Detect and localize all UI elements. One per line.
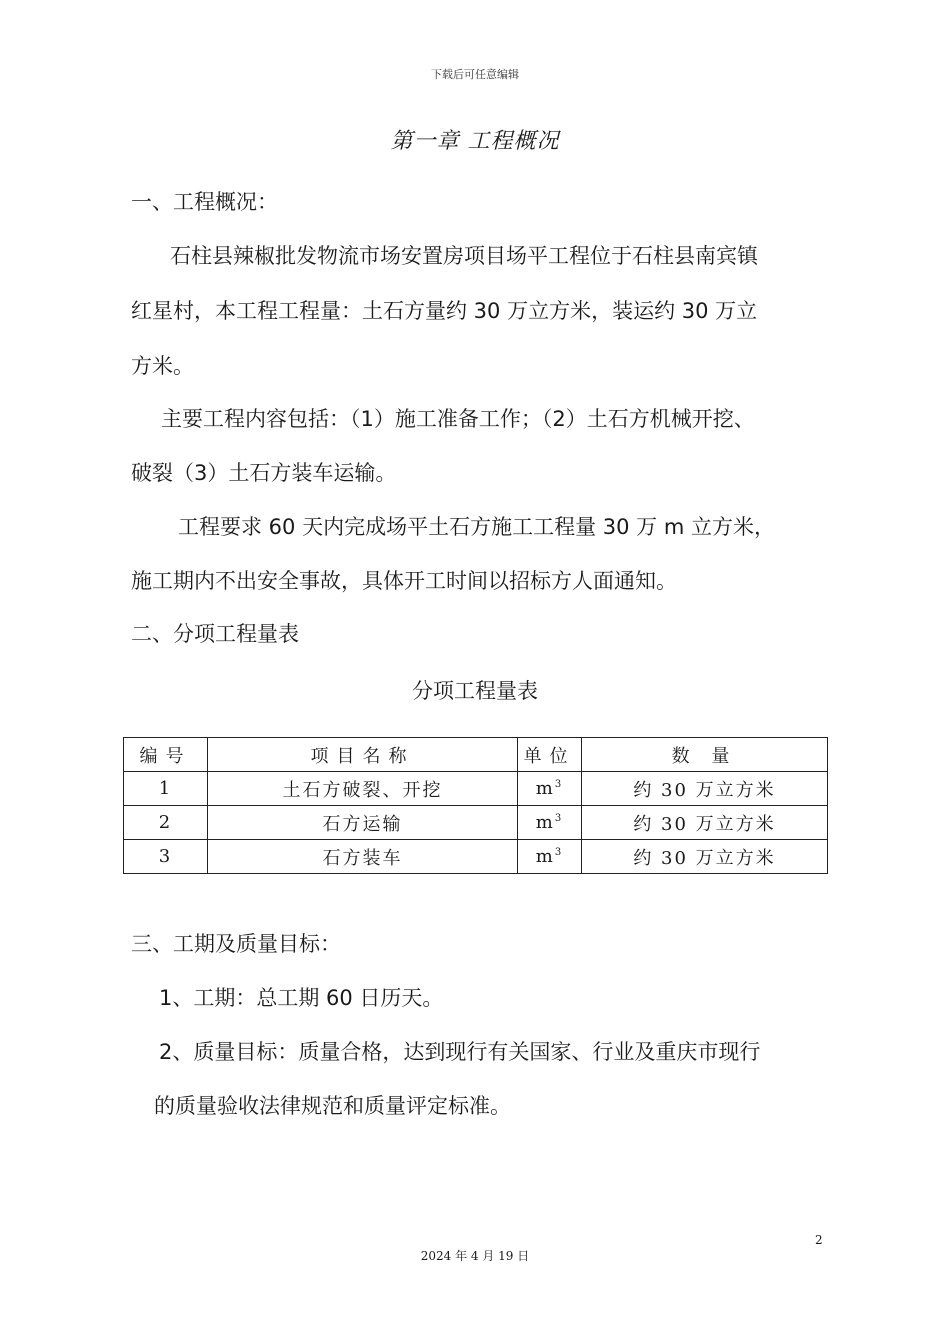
header-note: 下载后可任意编辑 [431,68,519,81]
list-item: 1、工期：总工期 60 日历天。 [159,986,444,1010]
unit-superscript: 3 [554,847,564,858]
chapter-title: 第一章 工程概况 [390,129,560,154]
paragraph-line: 工程要求 60 天内完成场平土石方施工工程量 30 万 m 立方米， [178,515,775,539]
unit-superscript: 3 [554,779,564,790]
page-number: 2 [815,1233,823,1247]
cell-qty: 约 30 万立方米 [582,772,828,806]
table-title: 分项工程量表 [412,679,538,703]
table-row [124,772,828,806]
paragraph-line: 方米。 [131,354,194,378]
cell-qty: 约 30 万立方米 [582,806,828,840]
cell-name: 石方装车 [208,840,518,874]
header-cell-no: 编号 [124,738,208,772]
quantity-table [123,737,828,874]
cell-unit [518,806,582,840]
cell-unit [518,772,582,806]
cell-no: 3 [124,840,208,874]
unit-superscript: 3 [554,813,564,824]
section-3-heading: 三、工期及质量目标： [131,932,341,956]
paragraph-line: 红星村，本工程工程量：土石方量约 30 万立方米，装运约 30 万立 [131,299,758,323]
header-cell-qty: 数 量 [582,738,828,772]
table-header-row [124,738,828,772]
header-cell-unit: 单位 [518,738,582,772]
table-row [124,840,828,874]
paragraph-line: 的质量验收法律规范和质量评定标准。 [154,1094,511,1118]
section-1-heading: 一、工程概况： [131,190,278,214]
paragraph-line: 施工期内不出安全事故，具体开工时间以招标方人面通知。 [131,569,677,593]
unit-text: m [535,846,555,867]
paragraph-line: 破裂（3）土石方装车运输。 [131,461,397,485]
cell-qty: 约 30 万立方米 [582,840,828,874]
cell-no: 1 [124,772,208,806]
table-row [124,806,828,840]
unit-text: m [535,778,555,799]
unit-text: m [535,812,555,833]
cell-name: 石方运输 [208,806,518,840]
paragraph-line: 主要工程内容包括：（1）施工准备工作；（2）土石方机械开挖、 [161,407,755,431]
section-2-heading: 二、分项工程量表 [131,622,299,646]
cell-no: 2 [124,806,208,840]
header-cell-name: 项目名称 [208,738,518,772]
paragraph-line: 石柱县辣椒批发物流市场安置房项目场平工程位于石柱县南宾镇 [170,244,758,268]
cell-unit [518,840,582,874]
footer-date: 2024 年 4 月 19 日 [420,1249,530,1263]
cell-name: 土石方破裂、开挖 [208,772,518,806]
list-item: 2、质量目标：质量合格，达到现行有关国家、行业及重庆市现行 [159,1040,761,1064]
